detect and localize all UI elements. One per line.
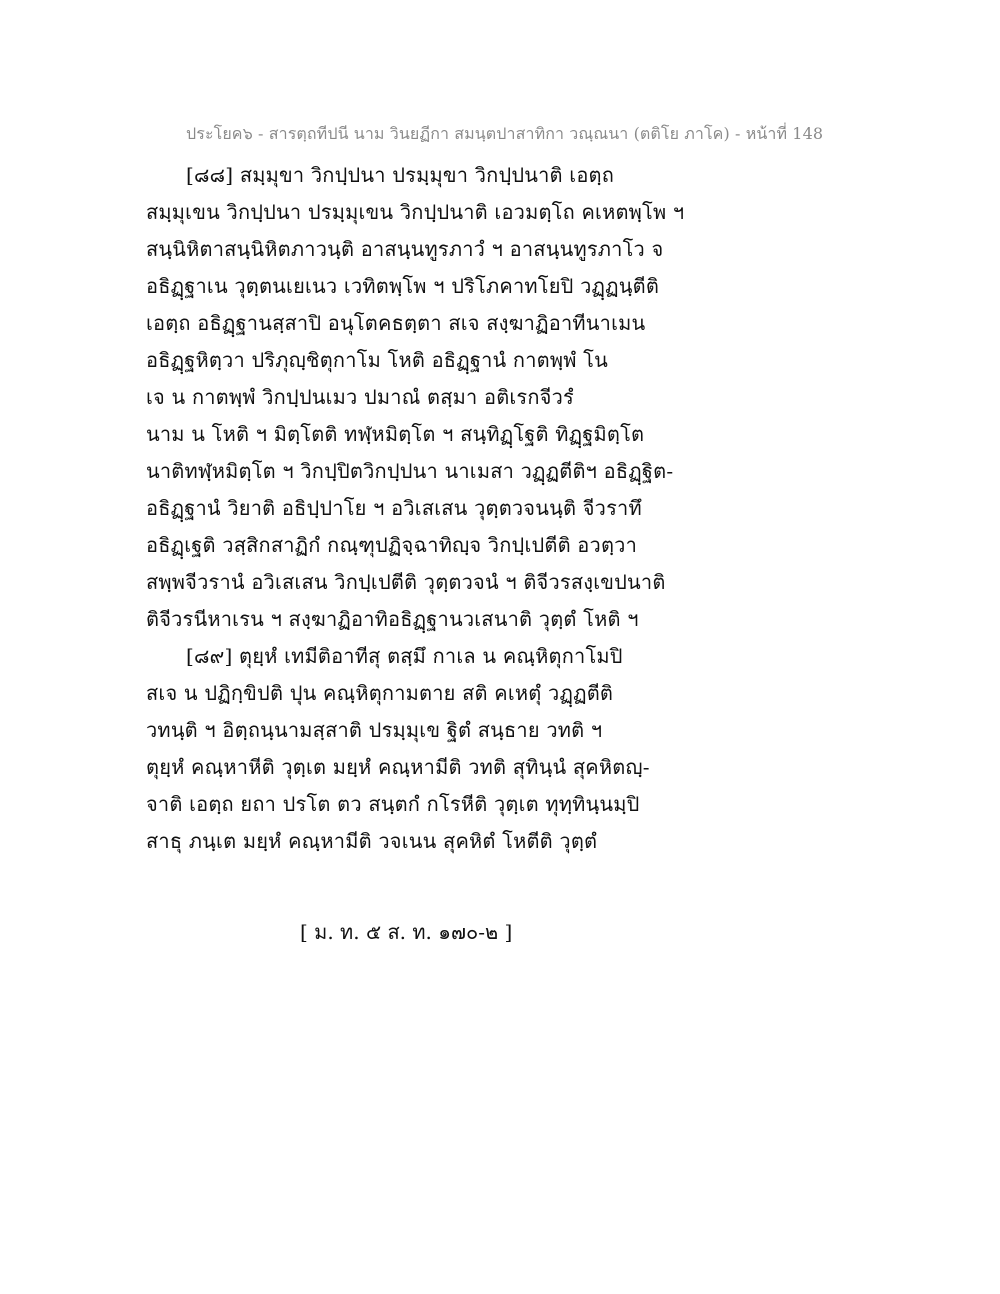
text-line: ตุยฺหํ คณฺหาหีติ วุตฺเต มยฺหํ คณฺหามีติ วทติ สุทินฺนํ สุคหิตญฺ-	[146, 755, 650, 779]
text-line: นาติทฬฺหมิตฺโต ฯ วิกปฺปิตวิกปฺปนา นาเมสา วฏฺฏตีติฯ อธิฏฺฐิต-	[146, 459, 674, 483]
text-line: วทนฺติ ฯ อิตฺถนฺนามสฺสาติ ปรมฺมุเข ฐิตํ สนฺธาย วทติ ฯ	[146, 718, 603, 742]
text-line: [๘๙] ตุยฺหํ เทมีติอาทีสุ ตสฺมึ กาเล น คณฺหิตุกาโมปิ	[186, 644, 623, 668]
text-line: อธิฏฺฐาเน วุตฺตนเยเนว เวทิตพฺโพ ฯ ปริโภคาทโยปิ วฏฺฏนฺตีติ	[146, 274, 660, 298]
text-line: สเจ น ปฏิกฺขิปติ ปุน คณฺหิตุกามตาย สติ คเหตุํ วฏฺฏตีติ	[146, 681, 614, 705]
text-line: สพฺพจีวรานํ อวิเสเสน วิกปฺเปตีติ วุตฺตวจนํ ฯ ติจีวรสงฺเขปนาติ	[146, 570, 666, 594]
page-header: ประโยค๖ - สารตฺถทีปนี นาม วินยฏีกา สมนฺตปาสาทิกา วณฺณนา (ตติโย ภาโค) - หน้าที่ 148	[186, 124, 824, 143]
text-line: จาติ เอตฺถ ยถา ปรโต ตว สนฺตกํ กโรหีติ วุตฺเต ทุทฺทินฺนมฺปิ	[146, 792, 640, 816]
text-line: [๘๘] สมฺมุขา วิกปฺปนา ปรมฺมุขา วิกปฺปนาติ เอตฺถ	[186, 163, 615, 187]
body-text	[146, 160, 706, 863]
text-line: ติจีวรนีหาเรน ฯ สงฺฆาฏิอาทิอธิฏฺฐานวเสนาติ วุตฺตํ โหติ ฯ	[146, 607, 639, 631]
text-line: สนฺนิหิตาสนฺนิหิตภาวนฺติ อาสนฺนทูรภาวํ ฯ อาสนฺนทูรภาโว จ	[146, 237, 664, 261]
text-line: เจ น กาตพฺพํ วิกปฺปนเมว ปมาณํ ตสฺมา อติเรกจีวรํ	[146, 385, 574, 409]
text-line: อธิฏฺฐหิตฺวา ปริภุญฺชิตุกาโม โหติ อธิฏฺฐานํ กาตพฺพํ โน	[146, 348, 608, 372]
text-line: อธิฏฺเฐติ วสฺสิกสาฏิกํ กณฺฑุปฏิจฺฉาทิญฺจ วิกปฺเปตีติ อวตฺวา	[146, 533, 638, 557]
text-line: สาธุ ภนฺเต มยฺหํ คณฺหามีติ วจเนน สุคหิตํ โหตีติ วุตฺตํ	[146, 829, 598, 853]
text-line: อธิฏฺฐานํ วิยาติ อธิปฺปาโย ฯ อวิเสเสน วุตฺตวจนนฺติ จีวราทึ	[146, 496, 642, 520]
text-line: นาม น โหติ ฯ มิตฺโตติ ทฬฺหมิตฺโต ฯ สนฺทิฏฺโฐติ ทิฏฺฐมิตฺโต	[146, 422, 645, 446]
text-line: เอตฺถ อธิฏฺฐานสฺสาปิ อนุโตคธตฺตา สเจ สงฺฆาฏิอาทีนาเมน	[146, 311, 646, 335]
reference-citation: [ ม. ท. ๕ ส. ท. ๑๗๐-๒ ]	[300, 920, 513, 944]
text-line: สมฺมุเขน วิกปฺปนา ปรมฺมุเขน วิกปฺปนาติ เอวมตฺโถ คเหตพฺโพ ฯ	[146, 200, 685, 224]
